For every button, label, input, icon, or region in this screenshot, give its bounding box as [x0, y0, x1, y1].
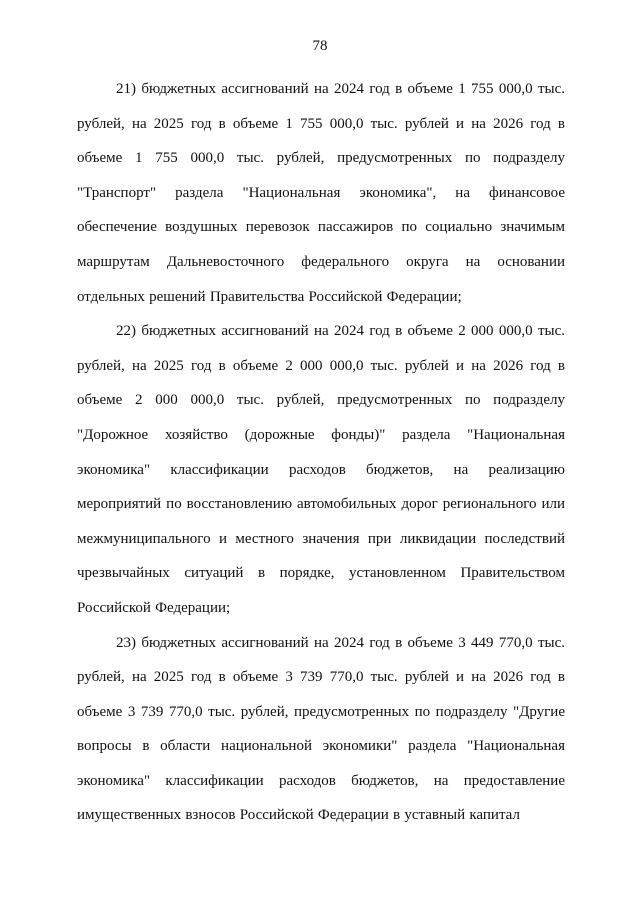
paragraph-item-23: 23) бюджетных ассигнований на 2024 год в объеме 3 449 770,0 тыс. рублей, на 2025 год в объеме 3 739 770,0 тыс. рублей и на 2026 год в объеме 3 739 770,0 тыс. рублей, предусмотренных по подразделу "Другие вопросы в области национальной экономики" раздела "Национальная экономика" классификации расходов бюджетов, на предоставление имущественных взносов Российской Федерации в уставный капитал	[77, 634, 565, 824]
paragraph-item-22: 22) бюджетных ассигнований на 2024 год в объеме 2 000 000,0 тыс. рублей, на 2025 год в объеме 2 000 000,0 тыс. рублей и на 2026 год в объеме 2 000 000,0 тыс. рублей, предусмотренных по подразделу "Дорожное хозяйство (дорожные фонды)" раздела "Национальная экономика" классификации расходов бюджетов, на реализацию мероприятий по восстановлению автомобильных дорог регионального или межмуниципального и местного значения при ликвидации последствий чрезвычайных ситуаций в порядке, установленном Правительством Российской Федерации;	[77, 323, 565, 616]
document-body	[77, 72, 565, 833]
paragraph-item-21: 21) бюджетных ассигнований на 2024 год в объеме 1 755 000,0 тыс. рублей, на 2025 год в объеме 1 755 000,0 тыс. рублей и на 2026 год в объеме 1 755 000,0 тыс. рублей, предусмотренных по подразделу "Транспорт" раздела "Национальная экономика", на финансовое обеспечение воздушных перевозок пассажиров по социально значимым маршрутам Дальневосточного федерального округа на основании отдельных решений Правительства Российской Федерации;	[77, 81, 565, 305]
page-number: 78	[312, 38, 328, 54]
